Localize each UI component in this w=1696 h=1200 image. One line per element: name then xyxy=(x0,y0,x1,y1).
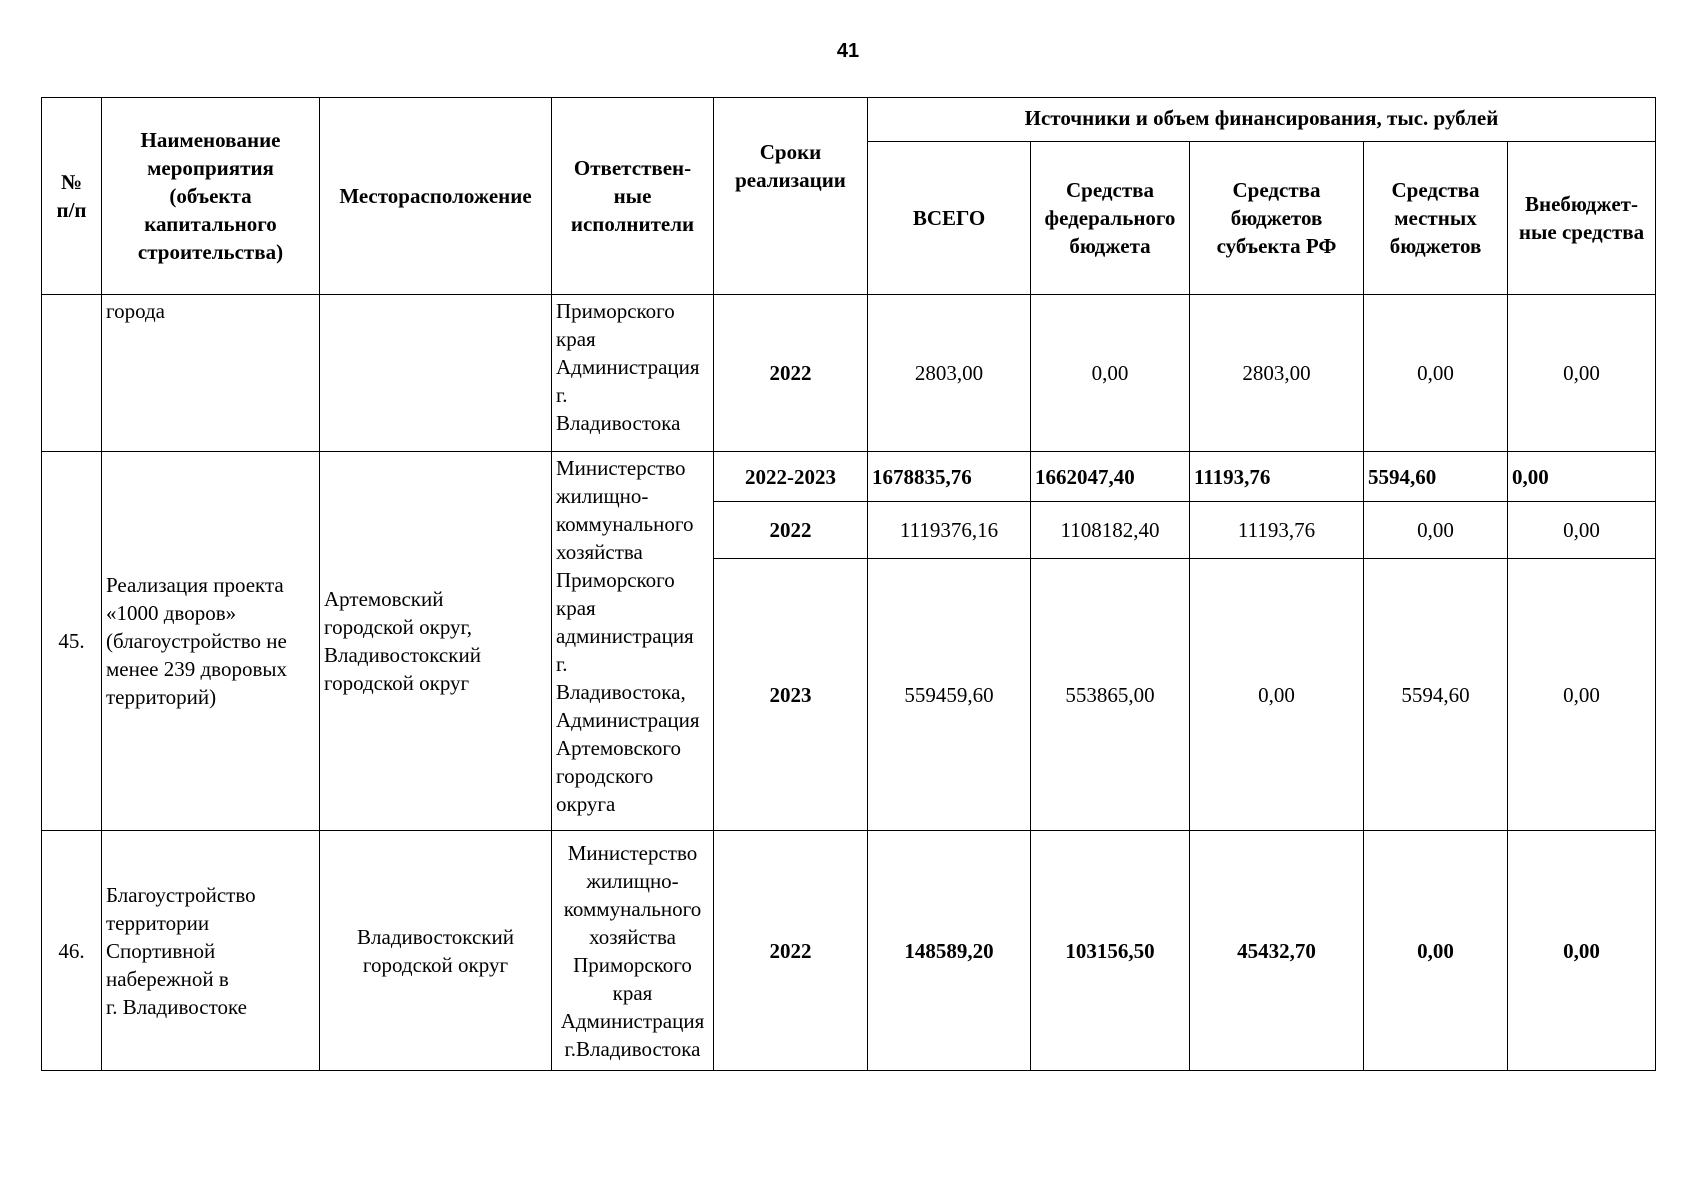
row-location: Артемовский городской округ, Владивостокский городской округ xyxy=(320,452,552,831)
row-year: 2023 xyxy=(714,559,868,831)
row-executors: Министерство жилищно- коммунального хозяйства Приморского края Администрация г.Владивостока xyxy=(552,831,714,1071)
page-number: 41 xyxy=(836,40,860,62)
row-local: 5594,60 xyxy=(1364,452,1508,502)
row-federal: 1662047,40 xyxy=(1031,452,1190,502)
row-offbudget: 0,00 xyxy=(1508,559,1656,831)
row-name: Реализация проекта «1000 дворов» (благоустройство не менее 239 дворовых территорий) xyxy=(102,452,320,831)
row-year: 2022 xyxy=(714,502,868,559)
row-offbudget: 0,00 xyxy=(1508,452,1656,502)
row-name: города xyxy=(102,295,320,452)
table-row-46 xyxy=(42,831,1656,1071)
row-local: 0,00 xyxy=(1364,502,1508,559)
row-year: 2022 xyxy=(714,831,868,1071)
col-header-regional: Средства бюджетов субъекта РФ xyxy=(1190,142,1364,295)
row-regional: 0,00 xyxy=(1190,559,1364,831)
row-federal: 0,00 xyxy=(1031,295,1190,452)
row-federal: 1108182,40 xyxy=(1031,502,1190,559)
col-header-sources: Источники и объем финансирования, тыс. рублей xyxy=(868,98,1656,142)
row-total: 2803,00 xyxy=(868,295,1031,452)
row-location xyxy=(320,295,552,452)
row-location: Владивостокский городской округ xyxy=(320,831,552,1071)
row-federal: 103156,50 xyxy=(1031,831,1190,1071)
row-number xyxy=(42,295,102,452)
row-local: 0,00 xyxy=(1364,831,1508,1071)
col-header-number: № п/п xyxy=(42,98,102,295)
col-header-federal: Средства федерального бюджета xyxy=(1031,142,1190,295)
row-offbudget: 0,00 xyxy=(1508,295,1656,452)
row-year: 2022-2023 xyxy=(714,452,868,502)
row-year: 2022 xyxy=(714,295,868,452)
col-header-executors: Ответствен- ные исполнители xyxy=(552,98,714,295)
row-local: 0,00 xyxy=(1364,295,1508,452)
row-federal: 553865,00 xyxy=(1031,559,1190,831)
row-regional: 11193,76 xyxy=(1190,452,1364,502)
row-regional: 11193,76 xyxy=(1190,502,1364,559)
row-offbudget: 0,00 xyxy=(1508,502,1656,559)
row-total: 1119376,16 xyxy=(868,502,1031,559)
col-header-offbudget: Внебюджет- ные средства xyxy=(1508,142,1656,295)
header-row-1 xyxy=(42,98,1656,142)
row-total: 1678835,76 xyxy=(868,452,1031,502)
col-header-name: Наименование мероприятия (объекта капитального строительства) xyxy=(102,98,320,295)
row-regional: 2803,00 xyxy=(1190,295,1364,452)
row-executors: Приморского края Администрация г. Владивостока xyxy=(552,295,714,452)
row-name: Благоустройство территории Спортивной набережной в г. Владивостоке xyxy=(102,831,320,1071)
row-number: 46. xyxy=(42,831,102,1071)
row-regional: 45432,70 xyxy=(1190,831,1364,1071)
row-local: 5594,60 xyxy=(1364,559,1508,831)
table-row-45 xyxy=(42,452,1656,502)
col-header-total: ВСЕГО xyxy=(868,142,1031,295)
table-row xyxy=(42,295,1656,452)
row-total: 559459,60 xyxy=(868,559,1031,831)
row-number: 45. xyxy=(42,452,102,831)
financing-table xyxy=(41,97,1656,1071)
row-offbudget: 0,00 xyxy=(1508,831,1656,1071)
col-header-local: Средства местных бюджетов xyxy=(1364,142,1508,295)
col-header-terms: Сроки реализации xyxy=(714,98,868,295)
row-total: 148589,20 xyxy=(868,831,1031,1071)
col-header-location: Месторасположение xyxy=(320,98,552,295)
row-executors: Министерство жилищно- коммунального хозяйства Приморского края администрация г. Владивостока, Администрация Артемовского городского округа xyxy=(552,452,714,831)
